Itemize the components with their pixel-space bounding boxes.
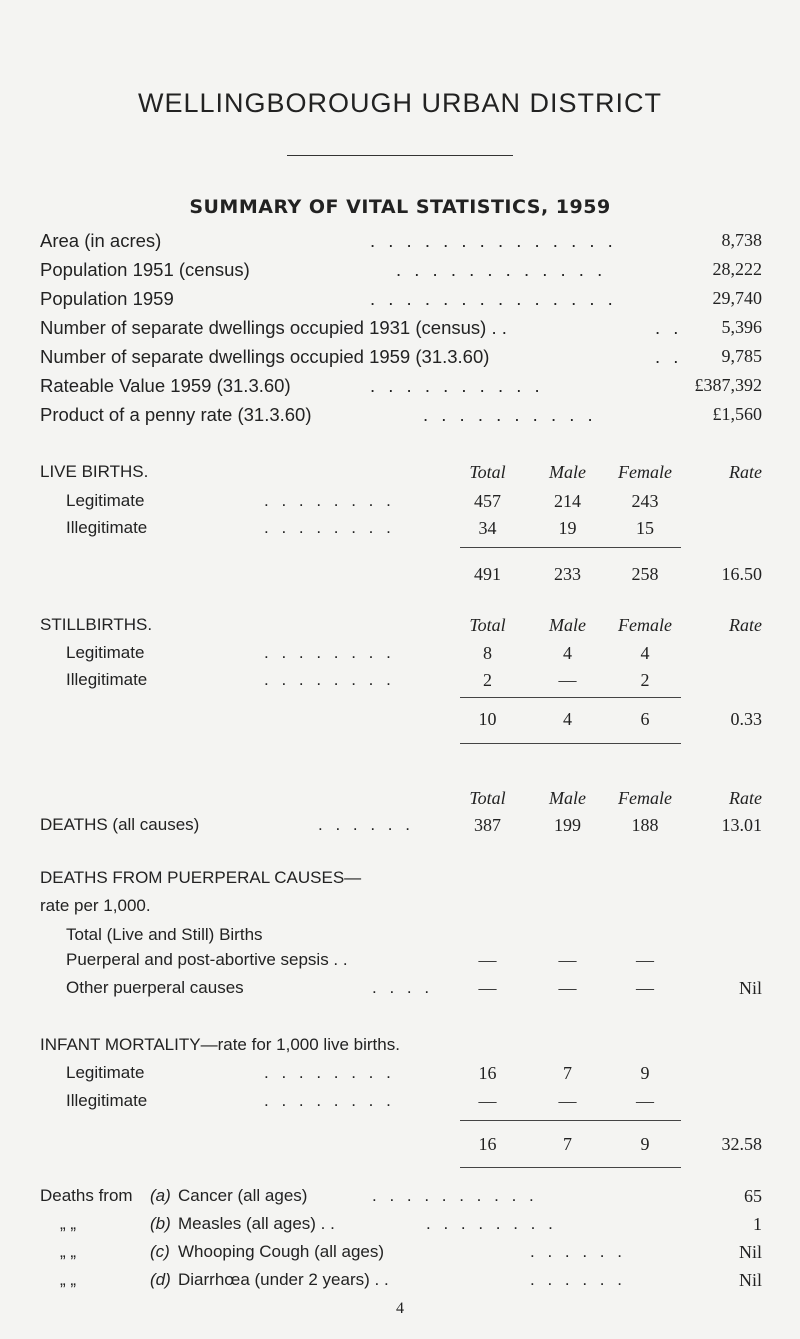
summary-dots: . . . . . . . . . . . . . . [370, 230, 617, 251]
row-label: Legitimate [66, 1063, 145, 1082]
header-rate: Rate [729, 462, 762, 482]
cell-male: — [558, 1091, 577, 1111]
header-rate: Rate [729, 615, 762, 635]
row-dots: . . . . . . . . [264, 518, 395, 537]
row-label: Illegitimate [66, 518, 148, 537]
cause-value: 1 [753, 1214, 762, 1234]
cause-dots: . . . . . . [530, 1242, 626, 1261]
cause-letter: (a) [150, 1186, 171, 1205]
sum-male: 7 [563, 1134, 572, 1154]
header-male: Male [549, 615, 586, 635]
deaths-female: 188 [631, 815, 659, 835]
summary-dots: . . [655, 317, 683, 338]
summary-value: 9,785 [721, 346, 762, 366]
cause-value: 65 [744, 1186, 762, 1206]
summary-dots: . . [655, 346, 683, 367]
cell-total: 34 [478, 518, 497, 538]
summary-label: Product of a penny rate (31.3.60) [40, 404, 312, 425]
sum-female: 9 [640, 1134, 650, 1154]
sum-rate: 32.58 [721, 1134, 762, 1154]
summary-label: Number of separate dwellings occupied 1959 (31.3.60) [40, 346, 490, 367]
cause-label: Cancer (all ages) [178, 1186, 308, 1205]
cause-label: Whooping Cough (all ages) [178, 1242, 385, 1261]
summary-value: 29,740 [712, 288, 762, 308]
sum-rule-bottom [460, 1167, 681, 1168]
deaths-rate: 13.01 [721, 815, 762, 835]
cell-male: 4 [563, 643, 572, 663]
row-dots: . . . . . . . . [264, 1063, 395, 1082]
cell-total: 16 [478, 1063, 497, 1083]
row-label: Other puerperal causes [66, 978, 244, 997]
sum-rate: 0.33 [730, 709, 762, 729]
summary-label: Population 1959 [40, 288, 174, 309]
sum-rate: 16.50 [721, 564, 762, 584]
ditto-marks: „ „ [60, 1242, 77, 1261]
ditto-marks: „ „ [60, 1270, 77, 1289]
stillbirths-heading: STILLBIRTHS. [40, 615, 153, 634]
cause-dots: . . . . . . . . [426, 1214, 557, 1233]
header-female: Female [618, 462, 672, 482]
cell-female: — [636, 950, 654, 970]
ditto-marks: „ „ [60, 1214, 77, 1233]
cell-male: — [558, 978, 577, 998]
summary-value: £1,560 [712, 404, 762, 424]
cell-total: 2 [483, 670, 492, 690]
summary-dots: . . . . . . . . . . . . . . [370, 288, 617, 309]
summary-dots: . . . . . . . . . . . . [396, 259, 607, 280]
sum-rule [460, 697, 681, 698]
puerperal-sub1: rate per 1,000. [40, 896, 151, 915]
page-number: 4 [396, 1300, 404, 1317]
header-male: Male [549, 462, 586, 482]
row-dots: . . . . . . . . [264, 643, 395, 662]
cell-female: 9 [640, 1063, 650, 1083]
summary-value: 5,396 [721, 317, 762, 337]
cause-letter: (c) [150, 1242, 170, 1261]
cell-female: 2 [640, 670, 650, 690]
cell-total: 457 [474, 491, 501, 511]
sum-male: 4 [563, 709, 572, 729]
cell-total: — [478, 1091, 497, 1111]
page-subtitle: SUMMARY OF VITAL STATISTICS, 1959 [189, 196, 611, 218]
summary-label: Number of separate dwellings occupied 1931 (census) . . [40, 317, 507, 338]
summary-value: 8,738 [721, 230, 762, 250]
header-male: Male [549, 788, 586, 808]
summary-dots: . . . . . . . . . . [370, 375, 544, 396]
summary-value: 28,222 [712, 259, 762, 279]
header-female: Female [618, 615, 672, 635]
puerperal-sub2: Total (Live and Still) Births [66, 925, 263, 944]
summary-label: Rateable Value 1959 (31.3.60) [40, 375, 291, 396]
cell-female: — [636, 1091, 654, 1111]
summary-value: £387,392 [694, 375, 762, 395]
title-rule [287, 155, 513, 156]
cell-male: 7 [563, 1063, 572, 1083]
cell-male: — [558, 670, 577, 690]
cause-letter: (d) [150, 1270, 171, 1289]
cause-label: Measles (all ages) . . [178, 1214, 335, 1233]
page-title: WELLINGBOROUGH URBAN DISTRICT [137, 88, 663, 118]
deaths-dots: . . . . . . [318, 815, 414, 834]
row-dots: . . . . . . . . [264, 1091, 395, 1110]
sum-total: 491 [474, 564, 501, 584]
sum-rule [460, 1120, 681, 1121]
cause-value: Nil [738, 1270, 762, 1290]
summary-label: Population 1951 (census) [40, 259, 250, 280]
cell-female: 243 [631, 491, 659, 511]
cell-male: 19 [558, 518, 577, 538]
row-label: Puerperal and post-abortive sepsis . . [66, 950, 348, 969]
infant-heading: INFANT MORTALITY—rate for 1,000 live births. [40, 1035, 400, 1054]
puerperal-heading: DEATHS FROM PUERPERAL CAUSES— [40, 868, 362, 887]
deaths-total: 387 [474, 815, 501, 835]
cell-female: 15 [636, 518, 654, 538]
cell-female: — [636, 978, 654, 998]
sum-rule [460, 547, 681, 548]
row-label: Illegitimate [66, 1091, 148, 1110]
cause-label: Diarrhœa (under 2 years) . . [178, 1270, 389, 1289]
sum-total: 10 [478, 709, 497, 729]
cell-total: 8 [483, 643, 492, 663]
row-dots: . . . . [372, 978, 434, 997]
cause-dots: . . . . . . . . . . [372, 1186, 538, 1205]
cause-dots: . . . . . . [530, 1270, 626, 1289]
row-label: Illegitimate [66, 670, 148, 689]
header-total: Total [469, 788, 506, 808]
sum-male: 233 [554, 564, 581, 584]
row-label: Legitimate [66, 643, 145, 662]
causes-prefix: Deaths from [40, 1186, 133, 1205]
header-total: Total [469, 615, 506, 635]
header-total: Total [469, 462, 506, 482]
cell-female: 4 [640, 643, 650, 663]
sum-total: 16 [478, 1134, 497, 1154]
summary-label: Area (in acres) [40, 230, 162, 251]
header-female: Female [618, 788, 672, 808]
deaths-male: 199 [554, 815, 581, 835]
cell-male: — [558, 950, 577, 970]
cell-male: 214 [554, 491, 581, 511]
row-label: Legitimate [66, 491, 145, 510]
cell-rate: Nil [738, 978, 762, 998]
cause-value: Nil [738, 1242, 762, 1262]
sum-female: 258 [631, 564, 659, 584]
cell-total: — [478, 950, 497, 970]
cell-total: — [478, 978, 497, 998]
row-dots: . . . . . . . . [264, 670, 395, 689]
cause-letter: (b) [150, 1214, 171, 1233]
sum-female: 6 [640, 709, 650, 729]
row-dots: . . . . . . . . [264, 491, 395, 510]
deaths-label: DEATHS (all causes) [40, 815, 200, 834]
summary-dots: . . . . . . . . . . [423, 404, 597, 425]
live-births-heading: LIVE BIRTHS. [40, 462, 149, 481]
sum-rule-bottom [460, 743, 681, 744]
header-rate: Rate [729, 788, 762, 808]
